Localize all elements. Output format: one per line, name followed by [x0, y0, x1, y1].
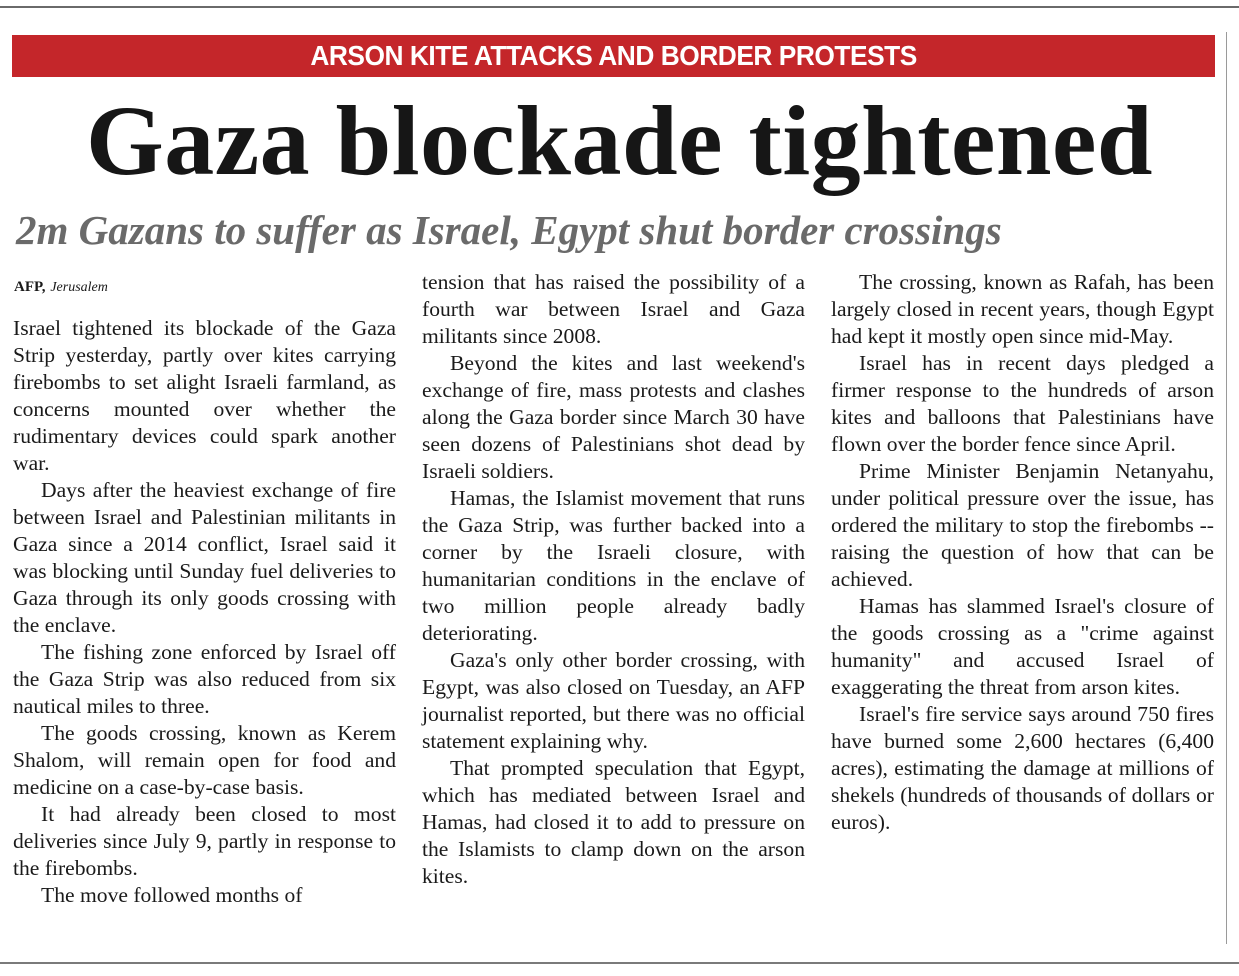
paragraph: Days after the heaviest exchange of fire between Israel and Palestinian militants in Gaza since a 2014 conflict, Israel said it was blocking until Sunday fuel deliveries to Gaza through its only goods crossing with the enclave.	[13, 478, 396, 637]
paragraph: The crossing, known as Rafah, has been largely closed in recent years, though Egypt had kept it mostly open since mid-May.	[831, 270, 1214, 348]
paragraph: Beyond the kites and last weekend's exchange of fire, mass protests and clashes along the Gaza border since March 30 have seen dozens of Palestinians shot dead by Israeli soldiers.	[422, 351, 805, 483]
kicker-text: ARSON KITE ATTACKS AND BORDER PROTESTS	[310, 40, 917, 71]
byline	[14, 276, 108, 298]
paragraph: That prompted speculation that Egypt, which has mediated between Israel and Hamas, had closed it to add to pressure on the Islamists to clamp down on the arson kites.	[422, 756, 805, 888]
paragraph: Hamas has slammed Israel's closure of the goods crossing as a "crime against humanity" and accused Israel of exaggerating the threat from arson kites.	[831, 594, 1214, 699]
paragraph: Hamas, the Islamist movement that runs the Gaza Strip, was further backed into a corner by the Israeli closure, with humanitarian conditions in the enclave of two million people already badly deteriorating.	[422, 486, 805, 645]
paragraph: Gaza's only other border crossing, with Egypt, was also closed on Tuesday, an AFP journalist reported, but there was no official statement explaining why.	[422, 648, 805, 753]
paragraph: The fishing zone enforced by Israel off the Gaza Strip was also reduced from six nautical miles to three.	[13, 640, 396, 718]
paragraph: Israel's fire service says around 750 fires have burned some 2,600 hectares (6,400 acres), estimating the damage at millions of shekels (hundreds of thousands of dollars or euros).	[831, 702, 1214, 834]
subheadline: 2m Gazans to suffer as Israel, Egypt shut border crossings	[16, 207, 1002, 253]
paragraph: The move followed months of	[41, 883, 303, 907]
article-column-2	[422, 269, 805, 890]
bottom-rule	[0, 962, 1239, 964]
article-column-3	[831, 269, 1214, 836]
headline: Gaza blockade tightened	[85, 85, 1154, 196]
paragraph: The goods crossing, known as Kerem Shalom, will remain open for food and medicine on a case-by-case basis.	[13, 721, 396, 799]
paragraph: tension that has raised the possibility of a fourth war between Israel and Gaza militants since 2008.	[422, 270, 805, 348]
kicker-banner	[12, 35, 1215, 77]
paragraph: Israel tightened its blockade of the Gaza Strip yesterday, partly over kites carrying firebombs to set alight Israeli farmland, as concerns mounted over whether the rudimentary devices could spark another war.	[13, 316, 396, 475]
byline-location: Jerusalem	[50, 280, 108, 295]
paragraph: It had already been closed to most deliveries since July 9, partly in response to the firebombs.	[13, 802, 396, 880]
paragraph: Prime Minister Benjamin Netanyahu, under political pressure over the issue, has ordered the military to stop the firebombs -- raising the question of how that can be achieved.	[831, 459, 1214, 591]
byline-agency: AFP,	[14, 279, 46, 295]
article-column-1	[13, 315, 396, 909]
top-rule	[0, 6, 1239, 8]
paragraph: Israel has in recent days pledged a firmer response to the hundreds of arson kites and balloons that Palestinians have flown over the border fence since April.	[831, 351, 1214, 456]
